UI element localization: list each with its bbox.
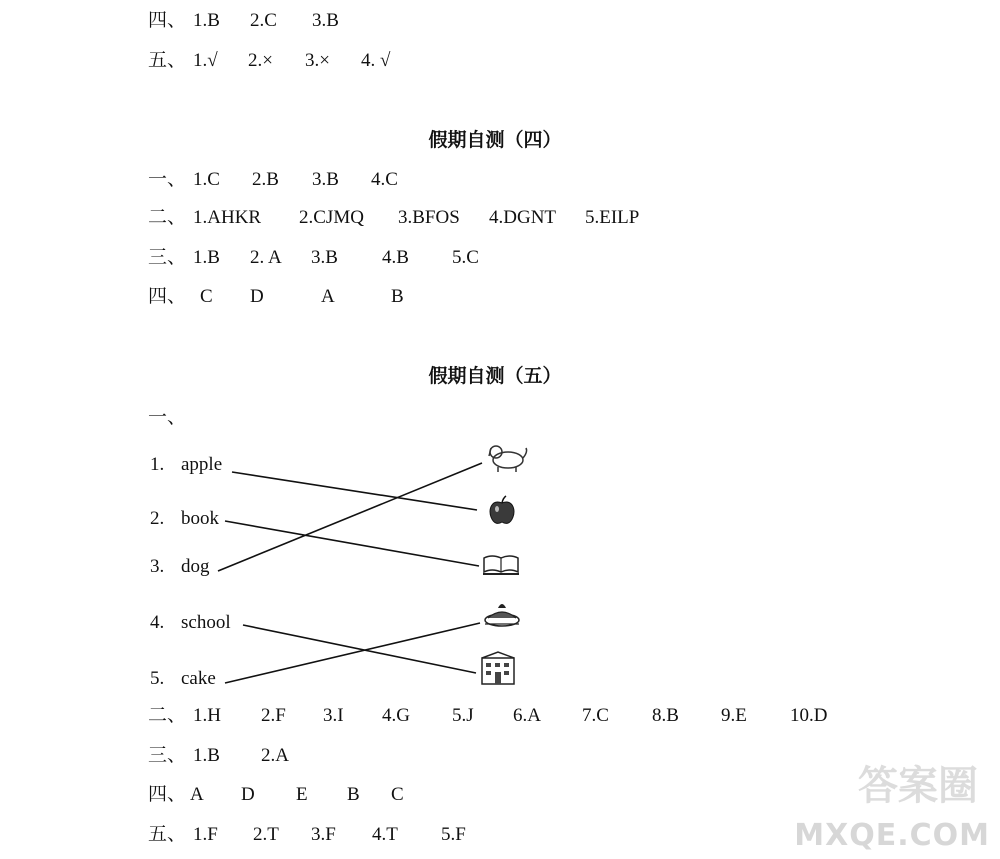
section-label: 一、 [148, 169, 187, 190]
school-picture [478, 650, 518, 686]
answer-item: C [391, 784, 404, 805]
answer-item: 2.C [250, 10, 277, 31]
answer-item: 5.EILP [585, 207, 640, 228]
answer-item: A [321, 286, 335, 307]
answer-item: 1.AHKR [193, 207, 262, 228]
section-label: 五、 [148, 50, 187, 71]
answer-item: 2.T [253, 824, 279, 845]
answer-item: 3.B [312, 169, 339, 190]
section-label: 二、 [148, 705, 187, 726]
match-line-cake [225, 623, 480, 683]
answer-item: 1.C [193, 169, 220, 190]
word-item [150, 451, 222, 479]
answer-item: 1.H [193, 705, 221, 726]
answer-item: 2.B [252, 169, 279, 190]
answer-item: 1.F [193, 824, 218, 845]
word-item [150, 505, 219, 533]
section-label: 五、 [148, 824, 187, 845]
section-label: 四、 [148, 784, 187, 805]
answer-item: 2.A [261, 745, 289, 766]
section-label: 三、 [148, 247, 187, 268]
answer-row-er [148, 701, 828, 731]
dog-picture [486, 442, 530, 474]
answer-item: 10.D [790, 705, 828, 726]
section-label: 四、 [148, 10, 187, 31]
answer-item: E [296, 784, 308, 805]
match-line-book [225, 521, 479, 566]
watermark-logo: 答案圈 [858, 763, 978, 809]
section-title-test5: 假期自测（五） [428, 365, 562, 387]
answer-item: 3.I [323, 705, 344, 726]
section-label: 一、 [148, 407, 187, 428]
section-label: 四、 [148, 286, 187, 307]
answer-item: 4.G [382, 705, 410, 726]
match-line-dog [218, 463, 482, 571]
word-number: 3. [150, 556, 165, 577]
answer-item: C [200, 286, 213, 307]
section-label: 二、 [148, 207, 187, 228]
word-text: school [181, 612, 231, 633]
answer-item: 3.B [312, 10, 339, 31]
answer-item: 1.√ [193, 50, 218, 71]
word-number: 4. [150, 612, 165, 633]
word-text: dog [181, 556, 210, 577]
section-title-test4: 假期自测（四） [428, 129, 562, 151]
answer-item: 7.C [582, 705, 609, 726]
answer-item: 3.B [311, 247, 338, 268]
word-text: book [181, 508, 219, 529]
answer-item: 2.× [248, 50, 273, 71]
book-picture [482, 552, 520, 576]
word-item [150, 609, 231, 637]
answer-item: A [190, 784, 204, 805]
word-text: apple [181, 454, 223, 475]
cake-picture [482, 598, 522, 630]
answer-item: 3.BFOS [398, 207, 460, 228]
section-label: 三、 [148, 745, 187, 766]
answer-row-san [148, 741, 289, 771]
word-number: 5. [150, 668, 165, 689]
word-number: 1. [150, 454, 165, 475]
match-line-apple [232, 472, 477, 510]
answer-item: D [250, 286, 264, 307]
answer-item: 1.B [193, 10, 220, 31]
word-number: 2. [150, 508, 165, 529]
answer-item: 4.B [382, 247, 409, 268]
answer-row-wu [148, 820, 466, 850]
answer-item: 5.C [452, 247, 479, 268]
watermark-url: MXQE.COM [794, 818, 990, 853]
answer-item: 6.A [513, 705, 541, 726]
answer-item: 5.J [452, 705, 474, 726]
answer-item: 4.C [371, 169, 398, 190]
answer-item: 2.CJMQ [299, 207, 364, 228]
answer-item: 5.F [441, 824, 466, 845]
answer-item: 1.B [193, 247, 220, 268]
answer-item: 3.F [311, 824, 336, 845]
word-item [150, 665, 216, 693]
word-item [150, 553, 210, 581]
answer-item: 4. √ [361, 50, 391, 71]
answer-item: 1.B [193, 745, 220, 766]
word-text: cake [181, 668, 216, 689]
answer-row-si [148, 780, 404, 810]
answer-item: 4.T [372, 824, 398, 845]
answer-item: 8.B [652, 705, 679, 726]
answer-item: 9.E [721, 705, 747, 726]
answer-item: B [391, 286, 404, 307]
answer-item: 3.× [305, 50, 330, 71]
answer-item: D [241, 784, 255, 805]
answer-item: 2.F [261, 705, 286, 726]
apple-picture [486, 495, 518, 527]
answer-item: 4.DGNT [489, 207, 557, 228]
answer-item: B [347, 784, 360, 805]
answer-item: 2. A [250, 247, 282, 268]
